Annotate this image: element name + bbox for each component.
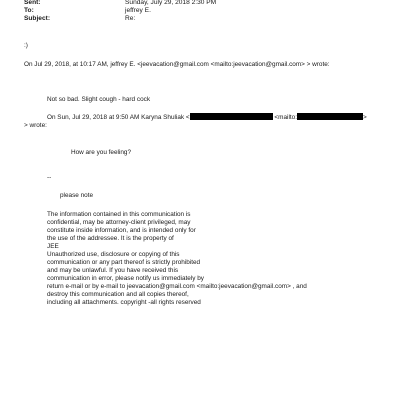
quote2-header-prefix: On Sun, Jul 29, 2018 at 9:50 AM Karyna Shuliak <: [47, 114, 190, 121]
sent-label: Sent:: [24, 0, 41, 6]
disclaimer-line: The information contained in this communication is: [47, 211, 191, 218]
subject-label: Subject:: [24, 15, 51, 22]
disclaimer-line: and may be unlawful. If you have received this: [47, 267, 179, 274]
to-value: jeffrey E.: [125, 7, 151, 14]
disclaimer-line: confidential, may be attorney-client privileged, may: [47, 219, 191, 226]
sent-value: Sunday, July 29, 2018 2:30 PM: [125, 0, 217, 6]
disclaimer-line: Unauthorized use, disclosure or copying of this: [47, 251, 180, 258]
disclaimer-line: JEE: [47, 243, 59, 250]
disclaimer-line: communication in error, please notify us immediately by: [47, 275, 204, 282]
subject-row: [24, 15, 135, 23]
redaction-bar: [190, 113, 273, 120]
signature-dashes: --: [47, 174, 52, 181]
quote2-header: [47, 113, 367, 122]
quote2-wrote: > wrote:: [24, 122, 47, 129]
subject-value: Re:: [125, 15, 136, 22]
quote2-header-mid: <mailto:: [274, 114, 297, 121]
redaction-bar: [297, 113, 363, 120]
quote1-text: Not so bad. Slight cough - hard cock: [47, 96, 151, 103]
quote2-text: How are you feeling?: [71, 149, 132, 156]
disclaimer-line: destroy this communication and all copies thereof,: [47, 291, 189, 298]
disclaimer-line: communication or any part thereof is strictly prohibited: [47, 259, 201, 266]
to-row: [24, 7, 151, 15]
quote2-header-end: >: [362, 114, 367, 121]
disclaimer-line: return e-mail or by e-mail to jeevacation@gmail.com <mailto:jeevacation@gmail.com> , and: [47, 283, 307, 290]
sent-row: [24, 0, 216, 7]
disclaimer-line: including all attachments. copyright -all rights reserved: [47, 299, 201, 306]
disclaimer-line: the use of the addressee. It is the property of: [47, 235, 174, 242]
reply-text: :): [24, 42, 28, 49]
to-label: To:: [24, 7, 34, 14]
please-note: please note: [60, 192, 94, 199]
disclaimer: [47, 211, 307, 307]
disclaimer-line: constitute inside information, and is intended only for: [47, 227, 196, 234]
quote1-header: On Jul 29, 2018, at 10:17 AM, jeffrey E. <jeevacation@gmail.com <mailto:jeevacation@gmail.com> > wrote:: [24, 61, 330, 68]
